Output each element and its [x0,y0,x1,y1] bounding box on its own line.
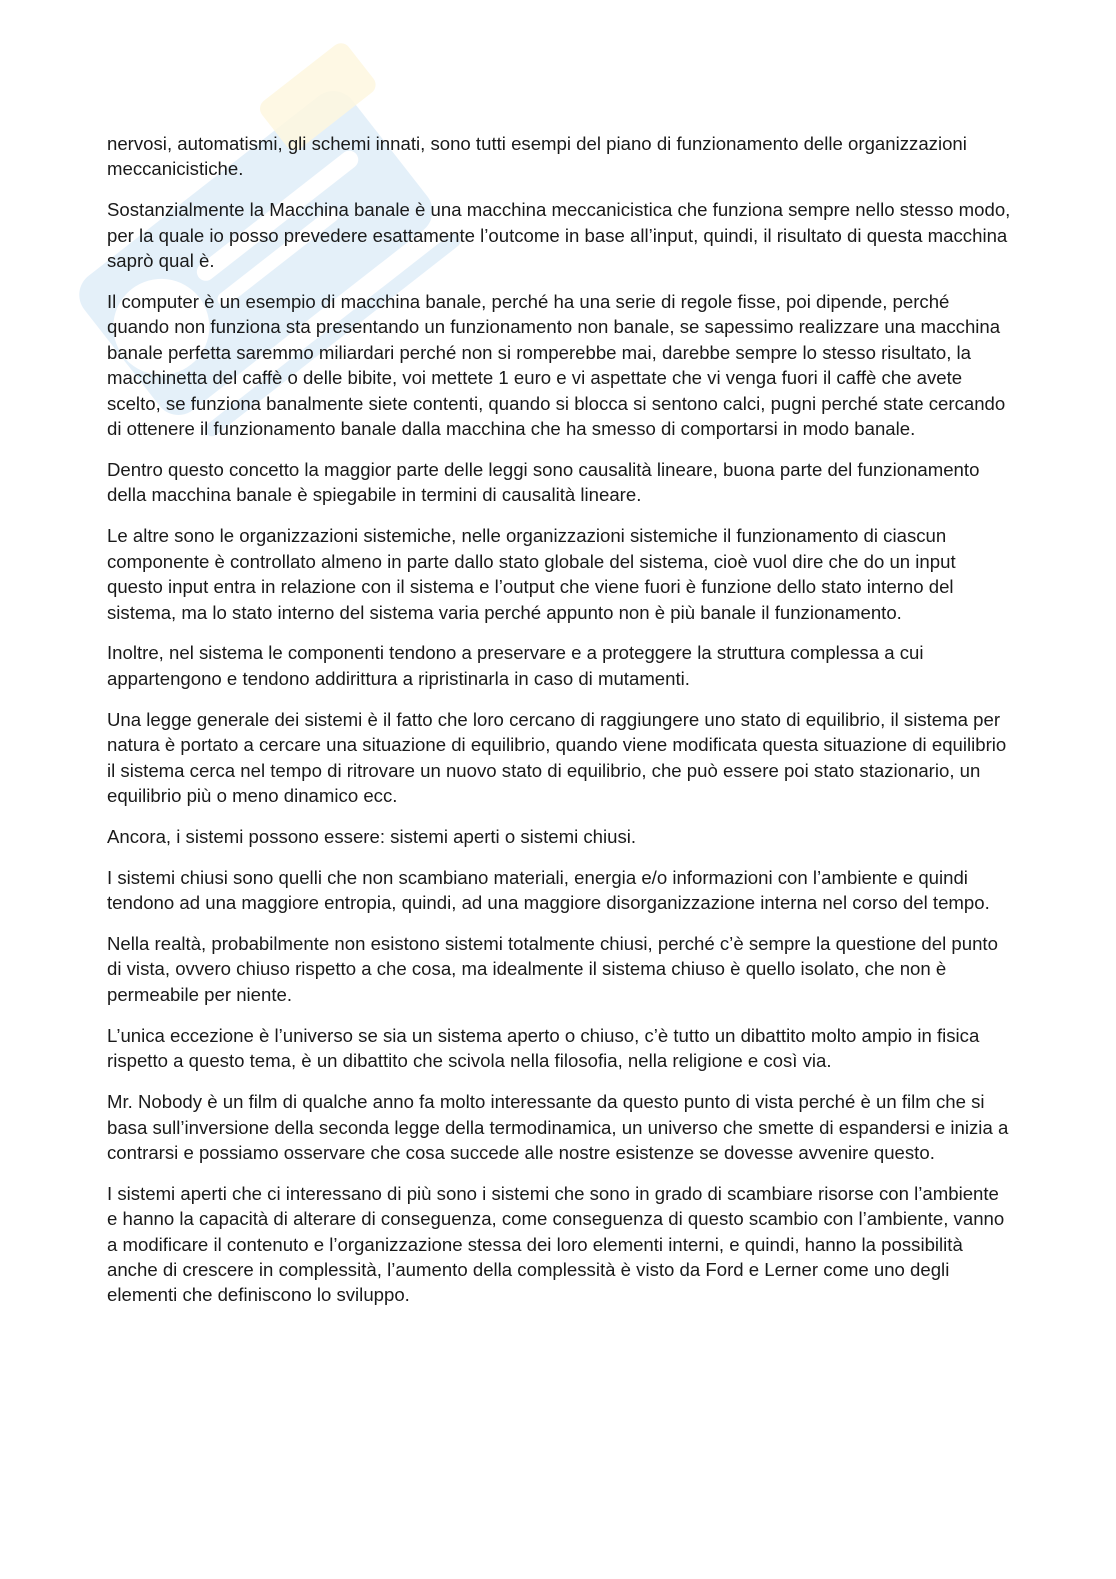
paragraph: Mr. Nobody è un film di qualche anno fa molto interessante da questo punto di vista perché è un film che si basa sull’inversione della seconda legge della termodinamica, un universo che smette di espandersi e inizia a contrarsi e possiamo osservare che cosa succede alle nostre esistenze se dovesse avvenire questo. [107,1091,1009,1163]
paragraph: I sistemi aperti che ci interessano di più sono i sistemi che sono in grado di scambiare risorse con l’ambiente e hanno la capacità di alterare di conseguenza, come conseguenza di questo scambio con l’ambiente, vanno a modificare il contenuto e l’organizzazione stessa dei loro elementi interni, e quindi, hanno la possibilità anche di crescere in complessità, l’aumento della complessità è visto da Ford e Lerner come uno degli elementi che definiscono lo sviluppo. [107,1182,1005,1306]
document-page [107,131,1012,1323]
paragraph: L’unica eccezione è l’universo se sia un sistema aperto o chiuso, c’è tutto un dibattito molto ampio in fisica rispetto a questo tema, è un dibattito che scivola nella filosofia, nella religione e così via. [107,1024,980,1072]
paragraph: Le altre sono le organizzazioni sistemiche, nelle organizzazioni sistemiche il funzionamento di ciascun componente è controllato almeno in parte dallo stato globale del sistema, cioè vuol dire che do un input questo input entra in relazione con il sistema e l’output che viene fuori è funzione dello stato interno del sistema, ma lo stato interno del sistema varia perché appunto non è più banale il funzionamento. [107,525,956,623]
paragraph: Dentro questo concetto la maggior parte delle leggi sono causalità lineare, buona parte del funzionamento della macchina banale è spiegabile in termini di causalità lineare. [107,458,980,506]
paragraph: Sostanzialmente la Macchina banale è una macchina meccanicistica che funziona sempre nello stesso modo, per la quale io posso prevedere esattamente l’outcome in base all’input, quindi, il risultato di questa macchina saprò qual è. [107,199,1011,272]
paragraph: Nella realtà, probabilmente non esistono sistemi totalmente chiusi, perché c’è sempre la questione del punto di vista, ovvero chiuso rispetto a che cosa, ma idealmente il sistema chiuso è quello isolato, che non è permeabile per niente. [107,933,998,1005]
paragraph: Il computer è un esempio di macchina banale, perché ha una serie di regole fisse, poi dipende, perché quando non funziona sta presentando un funzionamento non banale, se sapessimo realizzare una macchina banale perfetta saremmo miliardari perché non si romperebbe mai, darebbe sempre lo stesso risultato, la macchinetta del caffè o delle bibite, voi mettete 1 euro e vi aspettate che vi venga fuori il caffè che avete scelto, se funziona banalmente siete contenti, quando si blocca si sentono calci, pugni perché state cercando di ottenere il funzionamento banale dalla macchina che ha smesso di comportarsi in modo banale. [107,291,1006,440]
paragraph: Una legge generale dei sistemi è il fatto che loro cercano di raggiungere uno stato di equilibrio, il sistema per natura è portato a cercare una situazione di equilibrio, quando viene modificata questa situazione di equilibrio il sistema cerca nel tempo di ritrovare un nuovo stato di equilibrio, che può essere poi stato stazionario, un equilibrio più o meno dinamico ecc. [107,708,1007,806]
paragraph: Inoltre, nel sistema le componenti tendono a preservare e a proteggere la struttura complessa a cui appartengono e tendono addirittura a ripristinarla in caso di mutamenti. [107,642,924,689]
paragraph: I sistemi chiusi sono quelli che non scambiano materiali, energia e/o informazioni con l’ambiente e quindi tendono ad una maggiore entropia, quindi, ad una maggiore disorganizzazione interna nel corso del tempo. [107,866,990,914]
paragraph: Ancora, i sistemi possono essere: sistemi aperti o sistemi chiusi. [107,825,637,847]
paragraph: nervosi, automatismi, gli schemi innati, sono tutti esempi del piano di funzionamento delle organizzazioni meccanicistiche. [107,133,967,180]
